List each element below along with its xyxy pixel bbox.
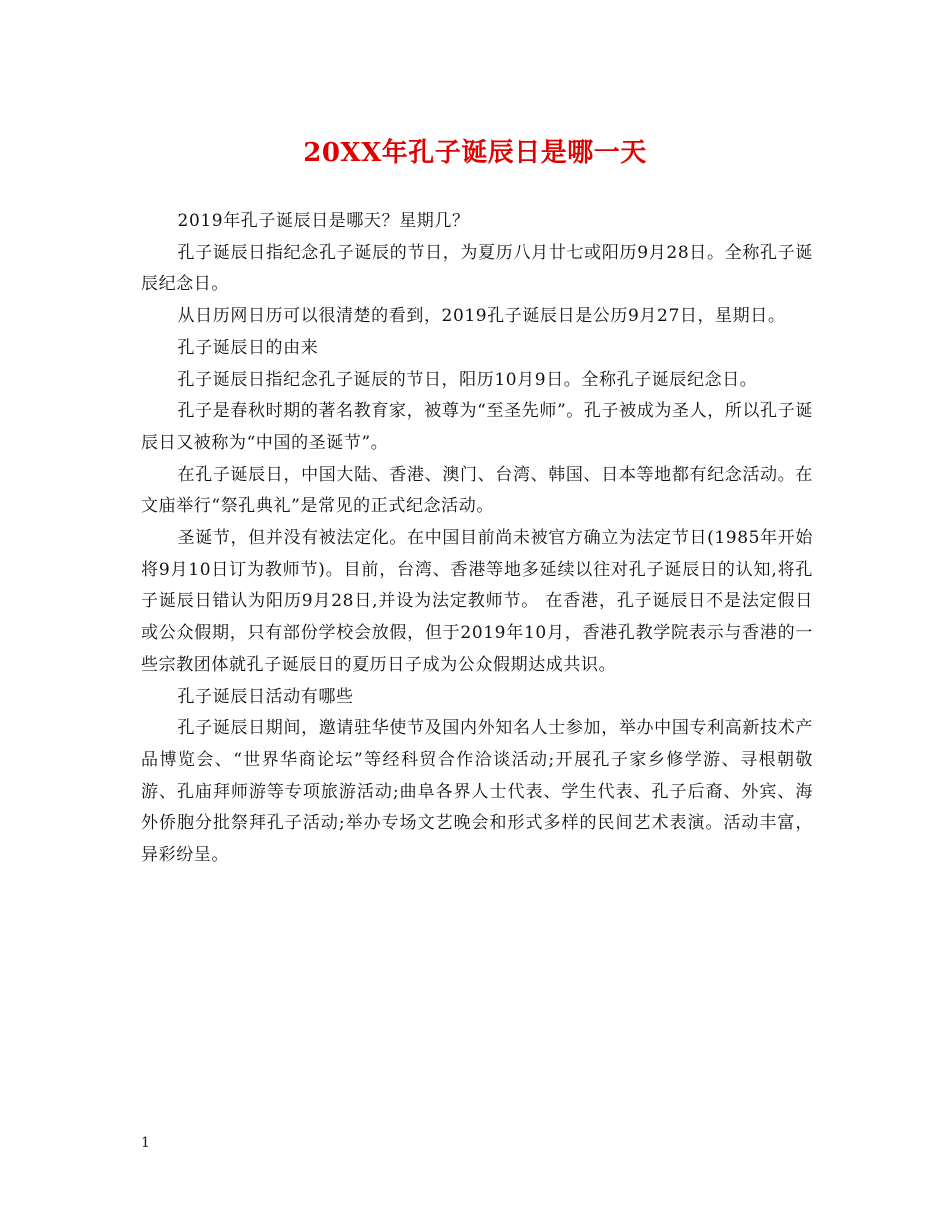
paragraph-calendar: 从日历网日历可以很清楚的看到，2019孔子诞辰日是公历9月27日，星期日。: [177, 306, 786, 327]
paragraph-question: 2019年孔子诞辰日是哪天？星期几？: [177, 211, 470, 231]
document-title: 20XX年孔子诞辰日是哪一天: [303, 138, 647, 168]
paragraph-confucius: 孔子是春秋时期的著名教育家，被尊为“至圣先师”。孔子被成为圣人，所以孔子诞辰日又被称为“中国的圣诞节”。: [141, 401, 813, 453]
paragraph-regions: 在孔子诞辰日，中国大陆、香港、澳门、台湾、韩国、日本等地都有纪念活动。在文庙举行“祭孔典礼”是常见的正式纪念活动。: [141, 464, 813, 517]
document-body: [141, 206, 813, 872]
paragraph-activities: 孔子诞辰日期间，邀请驻华使节及国内外知名人士参加，举办中国专利高新技术产品博览会、“世界华商论坛”等经科贸合作洽谈活动;开展孔子家乡修学游、寻根朝敬游、孔庙拜师游等专项旅游活动;曲阜各界人士代表、学生代表、孔子后裔、外宾、海外侨胞分批祭拜孔子活动;举办专场文艺晚会和形式多样的民间艺术表演。活动丰富，异彩纷呈。: [141, 718, 813, 866]
paragraph-origin: 孔子诞辰日指纪念孔子诞辰的节日，阳历10月9日。全称孔子诞辰纪念日。: [177, 369, 758, 390]
page-number: 1: [141, 1135, 150, 1151]
paragraph-legal-status: 圣诞节，但并没有被法定化。在中国目前尚未被官方确立为法定节日(1985年开始将9月10日订为教师节)。目前，台湾、香港等地多延续以往对孔子诞辰日的认知,将孔子诞辰日错认为阳历9月28日,并设为法定教师节。 在香港，孔子诞辰日不是法定假日或公众假期，只有部份学校会放假，但于2019年10月，香港孔教学院表示与香港的一些宗教团体就孔子诞辰日的夏历日子成为公众假期达成共识。: [141, 528, 813, 675]
paragraph-definition: 孔子诞辰日指纪念孔子诞辰的节日，为夏历八月廿七或阳历9月28日。全称孔子诞辰纪念日。: [141, 242, 813, 295]
section-heading-origin: 孔子诞辰日的由来: [177, 337, 319, 358]
section-heading-activities: 孔子诞辰日活动有哪些: [177, 686, 354, 707]
